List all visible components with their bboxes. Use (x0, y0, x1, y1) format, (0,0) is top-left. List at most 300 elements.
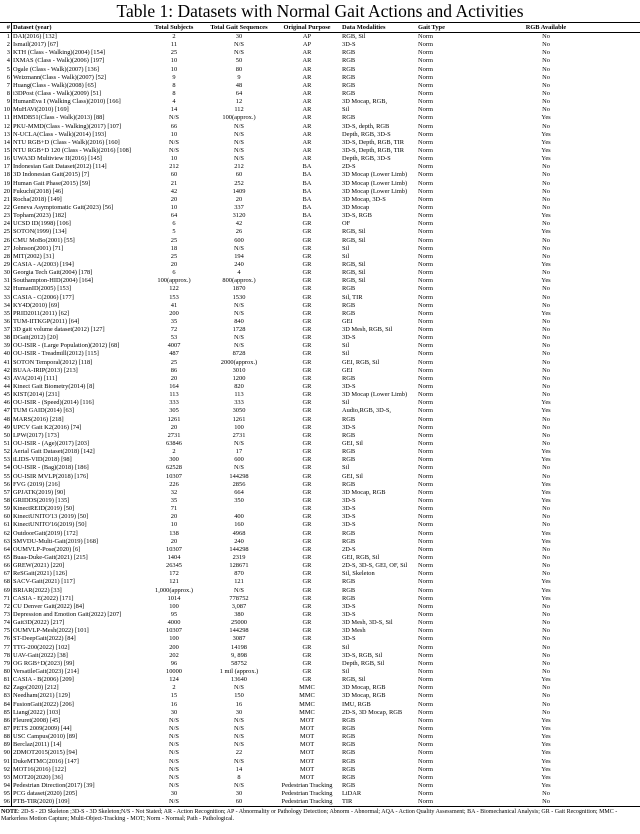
cell-index: 76 (0, 635, 11, 643)
cell-dataset-year: SOTON(1999) [134] (13, 228, 67, 236)
cell-gait-type: Norm (418, 497, 433, 505)
cell-original-purpose: AR (302, 130, 312, 138)
cell-index: 56 (0, 481, 11, 489)
cell-gait-type: Norm (418, 602, 433, 610)
cell-original-purpose: GR (302, 415, 312, 423)
cell-original-purpose: MOT (299, 765, 315, 773)
cell-original-purpose: GR (302, 676, 312, 684)
table-row (0, 652, 640, 660)
cell-original-purpose: BA (302, 195, 312, 203)
cell-rgb-available: No (542, 163, 550, 171)
cell-rgb-available: No (542, 366, 550, 374)
cell-rgb-available: No (542, 635, 550, 643)
cell-rgb-available: No (542, 252, 550, 260)
cell-total-gait-sequences: 820 (234, 383, 244, 391)
cell-dataset-year: DGait(2012) [20] (13, 334, 58, 342)
cell-gait-type: Norm (418, 163, 433, 171)
cell-original-purpose: GR (302, 643, 312, 651)
table-row (0, 326, 640, 334)
cell-index: 53 (0, 456, 11, 464)
cell-gait-type: Norm (418, 480, 433, 488)
cell-dataset-year: CU Denver Gait(2022) [84] (13, 602, 85, 610)
cell-original-purpose: GR (302, 521, 312, 529)
cell-data-modalities: Depth, RGB, Sil (342, 659, 385, 667)
cell-total-subjects: 1014 (167, 594, 181, 602)
cell-original-purpose: GR (302, 472, 312, 480)
cell-dataset-year: OU-ISIR - (Bag)(2018) [186] (13, 464, 89, 472)
cell-total-gait-sequences: 144298 (229, 545, 249, 553)
table-row (0, 147, 640, 155)
cell-index: 54 (0, 464, 11, 472)
cell-total-subjects: 4007 (167, 342, 181, 350)
cell-total-subjects: 62528 (166, 464, 182, 472)
cell-total-subjects: 226 (169, 480, 179, 488)
cell-rgb-available: Yes (541, 676, 551, 684)
cell-gait-type: Norm (418, 228, 433, 236)
cell-total-subjects: 300 (169, 456, 179, 464)
cell-original-purpose: AP (302, 41, 312, 49)
cell-data-modalities: RGB (342, 73, 356, 81)
cell-rgb-available: No (542, 708, 550, 716)
cell-data-modalities: 3D Mocap (Lower Limb) (342, 171, 408, 179)
cell-total-subjects: N/S (169, 765, 179, 773)
cell-index: 75 (0, 627, 11, 635)
cell-total-subjects: N/S (169, 798, 179, 806)
cell-index: 39 (0, 342, 11, 350)
table-row (0, 481, 640, 489)
cell-data-modalities: RGB (342, 431, 356, 439)
table-row (0, 538, 640, 546)
cell-gait-type: Norm (418, 146, 433, 154)
cell-original-purpose: GR (302, 383, 312, 391)
cell-total-gait-sequences: N/S (234, 309, 244, 317)
table-row (0, 701, 640, 709)
table-row (0, 578, 640, 586)
cell-total-subjects: N/S (169, 781, 179, 789)
cell-total-gait-sequences: N/S (234, 781, 244, 789)
cell-dataset-year: Human Gait Phase(2015) [59] (13, 179, 91, 187)
cell-data-modalities: TIR (342, 798, 353, 806)
cell-gait-type: Norm (418, 260, 433, 268)
cell-dataset-year: Fleuret(2008) [45] (13, 716, 61, 724)
cell-dataset-year: Ogale (Class - Walk)(2007) [136] (13, 65, 99, 73)
cell-total-subjects: 122 (169, 285, 179, 293)
cell-total-gait-sequences: 80 (235, 65, 243, 73)
cell-dataset-year: Buaa-Duke-Gait(2021) [215] (13, 554, 88, 561)
cell-dataset-year: UCSD ID(1998) [106] (13, 220, 71, 228)
cell-total-gait-sequences: N/S (234, 155, 244, 163)
cell-data-modalities: RGB (342, 114, 356, 122)
cell-rgb-available: No (542, 610, 550, 618)
cell-rgb-available: No (542, 602, 550, 610)
cell-dataset-year: Johnson(2001) [71] (13, 244, 64, 252)
cell-total-subjects: 100(approx.) (157, 277, 191, 285)
cell-original-purpose: GR (302, 236, 312, 244)
cell-total-subjects: 1404 (167, 554, 181, 561)
cell-gait-type: Norm (418, 130, 433, 138)
cell-dataset-year: AVA(2014) [111] (13, 374, 58, 382)
cell-original-purpose: GR (302, 440, 312, 448)
cell-original-purpose: GR (302, 391, 312, 399)
cell-data-modalities: 3D Mesh (342, 627, 366, 635)
cell-dataset-year: NTU RGB+D (Class - Walk)(2016) [160] (13, 138, 120, 146)
cell-data-modalities: GEI (342, 317, 353, 325)
cell-original-purpose: AR (302, 106, 312, 114)
col-header-original-purpose: Original Purpose (272, 23, 342, 33)
cell-total-subjects: 32 (170, 488, 178, 496)
cell-data-modalities: 3D-S (342, 334, 356, 342)
cell-total-gait-sequences: 50 (235, 57, 243, 65)
cell-total-gait-sequences: 2856 (232, 480, 246, 488)
cell-index: 86 (0, 717, 11, 725)
cell-dataset-year: KIST(2014) [231] (13, 391, 60, 399)
cell-total-subjects: 121 (169, 578, 179, 586)
cell-original-purpose: MOT (299, 724, 315, 732)
cell-original-purpose: AR (302, 73, 312, 81)
cell-total-subjects: 63846 (166, 440, 182, 448)
cell-original-purpose: MMC (299, 692, 315, 700)
cell-rgb-available: No (542, 326, 550, 334)
cell-total-gait-sequences: 337 (234, 203, 244, 211)
cell-data-modalities: RGB (342, 415, 356, 423)
cell-gait-type: Norm (418, 749, 433, 757)
cell-original-purpose: AR (302, 155, 312, 163)
cell-total-gait-sequences: N/S (234, 301, 244, 309)
cell-data-modalities: RGB (342, 781, 356, 789)
cell-total-gait-sequences: N/S (234, 684, 244, 692)
cell-dataset-year: USC Campus(2010) [89] (13, 733, 78, 741)
cell-index: 77 (0, 644, 11, 652)
cell-total-subjects: 11 (170, 41, 178, 49)
cell-dataset-year: 3D Indonesian Gait(2015) [7] (13, 171, 90, 179)
cell-total-gait-sequences: N/S (234, 724, 244, 732)
cell-data-modalities: 2D-S (342, 545, 356, 553)
footnote-text: : 2D-S - 2D Skeleton ;3D-S - 3D Skeleton;N/S - Not Stated; AR - Action Recognition; AP - Abnormality or Pathology Detection; Abnorm - Abnormal; AQA - Action Quality Assessment; BA - Biomechanical Analysis; GR - Gait Recognition; MMC - Markerless Motion Capture; Multi-Object-Tracking - MOT; Norm - Normal; Path - Pathological. (1, 808, 618, 823)
cell-total-subjects: N/S (169, 749, 179, 757)
cell-total-subjects: 333 (169, 399, 179, 407)
cell-original-purpose: GR (302, 269, 312, 277)
cell-index: 65 (0, 554, 11, 562)
cell-gait-type: Norm (418, 203, 433, 211)
cell-rgb-available: Yes (541, 309, 551, 317)
cell-index: 57 (0, 489, 11, 497)
cell-index: 49 (0, 424, 11, 432)
cell-data-modalities: Sil (342, 244, 350, 252)
cell-rgb-available: Yes (541, 277, 551, 285)
cell-rgb-available: Yes (541, 741, 551, 749)
cell-gait-type: Norm (418, 220, 433, 228)
cell-data-modalities: 3D-S (342, 423, 356, 431)
cell-data-modalities: GEI, RGB, Sil (342, 554, 380, 561)
cell-rgb-available: No (542, 684, 550, 692)
cell-original-purpose: GR (302, 317, 312, 325)
cell-gait-type: Norm (418, 781, 433, 789)
cell-data-modalities: 3D Mocap, RGB, (342, 98, 388, 106)
cell-index: 38 (0, 334, 11, 342)
cell-original-purpose: GR (302, 513, 312, 521)
cell-rgb-available: No (542, 171, 550, 179)
cell-data-modalities: RGB (342, 480, 356, 488)
cell-total-subjects: 9 (172, 73, 176, 81)
cell-original-purpose: GR (302, 374, 312, 382)
cell-index: 94 (0, 782, 11, 790)
cell-total-subjects: 1,000(approx.) (155, 586, 193, 594)
table-row (0, 220, 640, 228)
cell-total-gait-sequences: 30 (235, 708, 243, 716)
cell-data-modalities: RGB (342, 49, 356, 57)
cell-index: 11 (0, 114, 11, 122)
cell-gait-type: Norm (418, 285, 433, 293)
table-row (0, 611, 640, 619)
cell-gait-type: Norm (418, 374, 433, 382)
table-row (0, 33, 640, 42)
cell-dataset-year: OG RGB+D(2023) [99] (13, 659, 75, 667)
cell-data-modalities: Sil (342, 667, 350, 675)
cell-gait-type: Norm (418, 326, 433, 334)
cell-gait-type: Norm (418, 440, 433, 448)
table-row (0, 269, 640, 277)
cell-gait-type: Norm (418, 554, 433, 561)
cell-index: 16 (0, 155, 11, 163)
cell-data-modalities: Sil (342, 342, 350, 350)
cell-gait-type: Norm (418, 252, 433, 260)
cell-rgb-available: Yes (541, 749, 551, 757)
cell-total-gait-sequences: 2000(approx.) (220, 358, 258, 366)
cell-rgb-available: No (542, 798, 550, 806)
cell-original-purpose: Pedestrian Tracking (281, 790, 333, 798)
cell-original-purpose: BA (302, 203, 312, 211)
cell-total-gait-sequences: 8 (237, 773, 241, 781)
cell-rgb-available: Yes (541, 407, 551, 415)
cell-rgb-available: Yes (541, 146, 551, 154)
table-row (0, 717, 640, 725)
table-row (0, 570, 640, 578)
cell-original-purpose: MOT (299, 749, 315, 757)
cell-total-subjects: 124 (169, 676, 179, 684)
cell-data-modalities: RGB (342, 309, 356, 317)
cell-dataset-year: KinectREID(2019) [50] (13, 505, 75, 513)
cell-gait-type: Norm (418, 619, 433, 627)
cell-index: 9 (0, 98, 11, 106)
cell-total-gait-sequences: 1 mil (approx.) (219, 667, 259, 675)
cell-dataset-year: TTG-200(2022) [102] (13, 643, 70, 651)
cell-gait-type: Norm (418, 708, 433, 716)
cell-gait-type: Norm (418, 724, 433, 732)
cell-original-purpose: GR (302, 627, 312, 635)
cell-total-subjects: 200 (169, 309, 179, 317)
cell-index: 88 (0, 733, 11, 741)
table-row (0, 318, 640, 326)
cell-rgb-available: No (542, 285, 550, 293)
cell-data-modalities: 3D Mocap (Lower Limb) (342, 391, 408, 399)
cell-total-subjects: 18 (170, 244, 178, 252)
cell-data-modalities: Sil (342, 464, 350, 472)
cell-gait-type: Norm (418, 757, 433, 765)
cell-dataset-year: IXMAS (Class - Walk)(2006) [197] (13, 57, 105, 65)
cell-dataset-year: GREW(2021) [220] (13, 562, 65, 570)
cell-total-subjects: 20 (170, 195, 178, 203)
cell-gait-type: Norm (418, 106, 433, 114)
cell-dataset-year: Pedestrian Direction(2017) [39] (13, 781, 95, 789)
cell-rgb-available: No (542, 65, 550, 73)
cell-original-purpose: GR (302, 252, 312, 260)
table-row (0, 668, 640, 676)
table-row (0, 163, 640, 171)
cell-dataset-year: iLIDS-VID(2018) [98] (13, 456, 72, 464)
cell-total-gait-sequences: 870 (234, 570, 244, 578)
cell-total-gait-sequences: 380 (234, 610, 244, 618)
cell-rgb-available: Yes (541, 733, 551, 741)
cell-total-subjects: 6 (172, 269, 176, 277)
cell-gait-type: Norm (418, 733, 433, 741)
cell-total-gait-sequences: N/S (234, 41, 244, 49)
cell-data-modalities: RGB, Sil (342, 269, 366, 277)
table-row (0, 464, 640, 472)
cell-rgb-available: No (542, 203, 550, 211)
cell-index: 47 (0, 407, 11, 415)
cell-original-purpose: GR (302, 497, 312, 505)
cell-index: 30 (0, 269, 11, 277)
cell-gait-type: Norm (418, 366, 433, 374)
cell-rgb-available: No (542, 619, 550, 627)
cell-dataset-year: OutdoorGait(2019) [172] (13, 529, 78, 537)
cell-index: 26 (0, 237, 11, 245)
cell-original-purpose: GR (302, 309, 312, 317)
cell-original-purpose: GR (302, 407, 312, 415)
cell-dataset-year: Indonesian Gait Dataset(2012) [114] (13, 163, 107, 171)
table-row (0, 709, 640, 717)
cell-dataset-year: FusionGait(2022) [206] (13, 700, 74, 708)
cell-dataset-year: DukeMTMC(2016) [147] (13, 757, 79, 765)
table-row (0, 424, 640, 432)
cell-data-modalities: RGB, Sil (342, 277, 366, 285)
cell-original-purpose: GR (302, 488, 312, 496)
cell-data-modalities: RGB (342, 594, 356, 602)
cell-gait-type: Norm (418, 391, 433, 399)
cell-total-subjects: N/S (169, 757, 179, 765)
cell-index: 35 (0, 310, 11, 318)
cell-data-modalities: RGB (342, 285, 356, 293)
cell-original-purpose: AR (302, 98, 312, 106)
cell-index: 41 (0, 359, 11, 367)
cell-total-subjects: 21 (170, 179, 178, 187)
cell-index: 28 (0, 253, 11, 261)
cell-data-modalities: 3D-S, RGB (342, 212, 372, 220)
cell-dataset-year: CASIA - E(2022) [171] (13, 594, 74, 602)
cell-data-modalities: 3D-S, depth, RGB (342, 122, 390, 130)
cell-total-gait-sequences: 13640 (231, 676, 247, 684)
cell-total-gait-sequences: N/S (234, 741, 244, 749)
cell-gait-type: Norm (418, 407, 433, 415)
table-row (0, 114, 640, 122)
cell-rgb-available: Yes (541, 456, 551, 464)
cell-index: 5 (0, 66, 11, 74)
cell-original-purpose: GR (302, 602, 312, 610)
cell-data-modalities: RGB, Sil (342, 260, 366, 268)
cell-total-gait-sequences: N/S (234, 586, 244, 594)
cell-total-gait-sequences: 3010 (232, 366, 246, 374)
table-row (0, 798, 640, 807)
cell-index: 72 (0, 603, 11, 611)
cell-original-purpose: GR (302, 594, 312, 602)
cell-rgb-available: Yes (541, 488, 551, 496)
cell-original-purpose: GR (302, 456, 312, 464)
cell-total-gait-sequences: 350 (234, 497, 244, 505)
table-row (0, 741, 640, 749)
cell-total-subjects: 86 (170, 366, 178, 374)
table-row (0, 90, 640, 98)
cell-rgb-available: Yes (541, 130, 551, 138)
cell-index: 4 (0, 57, 11, 65)
cell-gait-type: Norm (418, 798, 433, 806)
cell-index: 69 (0, 587, 11, 595)
table-row (0, 497, 640, 505)
cell-index: 68 (0, 578, 11, 586)
cell-total-gait-sequences: N/S (234, 146, 244, 154)
cell-index: 91 (0, 758, 11, 766)
col-header-dataset: Dataset (year) (11, 23, 142, 33)
cell-rgb-available: No (542, 350, 550, 358)
cell-rgb-available: Yes (541, 399, 551, 407)
cell-original-purpose: GR (302, 220, 312, 228)
cell-original-purpose: AR (302, 114, 312, 122)
cell-dataset-year: Liang(2022) [103] (13, 708, 61, 716)
cell-gait-type: Norm (418, 41, 433, 49)
cell-index: 20 (0, 188, 11, 196)
cell-data-modalities: Sil (342, 350, 350, 358)
cell-total-gait-sequences: 16 (235, 700, 243, 708)
cell-original-purpose: GR (302, 570, 312, 578)
cell-total-gait-sequences: 2319 (232, 554, 246, 561)
col-header-index: # (0, 23, 11, 33)
cell-rgb-available: No (542, 472, 550, 480)
cell-dataset-year: PCG dataset(2020) [205] (13, 790, 78, 798)
cell-rgb-available: No (542, 790, 550, 798)
cell-dataset-year: Kinect Gait Biometry(2014) [8] (13, 383, 95, 391)
cell-gait-type: Norm (418, 383, 433, 391)
cell-gait-type: Norm (418, 431, 433, 439)
cell-original-purpose: BA (302, 171, 312, 179)
cell-total-subjects: 10000 (166, 667, 182, 675)
cell-gait-type: Norm (418, 578, 433, 586)
cell-total-subjects: 66 (170, 122, 178, 130)
table-row (0, 635, 640, 643)
cell-total-subjects: 25 (170, 236, 178, 244)
cell-dataset-year: SOTON Temporal(2012) [118] (13, 358, 93, 366)
cell-gait-type: Norm (418, 448, 433, 456)
table-row (0, 440, 640, 448)
cell-total-subjects: 8 (172, 81, 176, 89)
cell-rgb-available: No (542, 358, 550, 366)
cell-rgb-available: Yes (541, 529, 551, 537)
cell-total-subjects: 138 (169, 529, 179, 537)
cell-gait-type: Norm (418, 716, 433, 724)
cell-total-subjects: 30 (170, 708, 178, 716)
cell-total-subjects: N/S (169, 773, 179, 781)
table-row (0, 277, 640, 285)
table-row (0, 521, 640, 529)
cell-total-gait-sequences: 30 (235, 790, 243, 798)
cell-index: 95 (0, 790, 11, 798)
cell-index: 79 (0, 660, 11, 668)
cell-index: 78 (0, 652, 11, 660)
cell-index: 33 (0, 294, 11, 302)
cell-total-subjects: 6 (172, 220, 176, 228)
cell-total-subjects: 20 (170, 537, 178, 545)
cell-dataset-year: ReSGait(2021) [126] (13, 570, 68, 578)
cell-total-subjects: 10 (170, 521, 178, 529)
cell-data-modalities: LiDAR (342, 790, 362, 798)
